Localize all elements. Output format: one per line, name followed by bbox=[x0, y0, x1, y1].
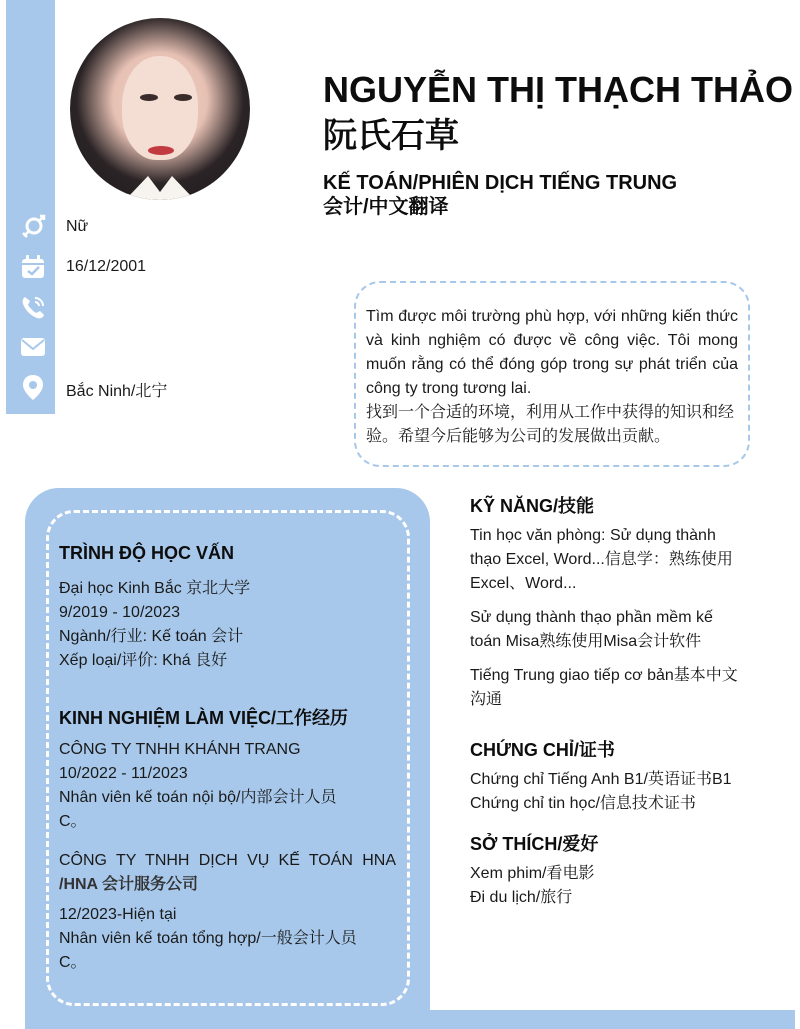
certificate-item: Chứng chỉ Tiếng Anh B1/英语证书B1 bbox=[470, 771, 732, 788]
skill-1-line-3: Excel、Word... bbox=[470, 575, 577, 592]
job-2-period: 12/2023-Hiện tại bbox=[59, 906, 177, 923]
full-name: NGUYỄN THỊ THẠCH THẢO bbox=[323, 69, 793, 110]
gender-value: Nữ bbox=[66, 218, 89, 235]
hobby-item: Đi du lịch/旅行 bbox=[470, 889, 573, 906]
photo-face bbox=[122, 56, 198, 160]
gender-icon bbox=[19, 213, 47, 241]
phone-icon bbox=[19, 293, 47, 321]
job-2-position: Nhân viên kế toán tổng hợp/一般会计人员 bbox=[59, 930, 357, 947]
job-1-period: 10/2022 - 11/2023 bbox=[59, 765, 188, 782]
address-value: Bắc Ninh/北宁 bbox=[66, 383, 168, 400]
photo-eye-left bbox=[140, 94, 158, 101]
full-name-chinese: 阮氏石草 bbox=[323, 117, 459, 155]
photo-collar bbox=[110, 176, 210, 200]
photo-eye-right bbox=[174, 94, 192, 101]
education-grade: Xếp loại/评价: Khá 良好 bbox=[59, 652, 228, 669]
job-1-position: Nhân viên kế toán nội bộ/内部会计人员 bbox=[59, 789, 337, 806]
email-icon bbox=[19, 333, 47, 361]
skill-1-line-1: Tin học văn phòng: Sử dụng thành bbox=[470, 527, 716, 544]
birthday-value: 16/12/2001 bbox=[66, 258, 147, 275]
education-school: Đại học Kinh Bắc 京北大学 bbox=[59, 580, 251, 597]
education-title: TRÌNH ĐỘ HỌC VẤN bbox=[59, 543, 234, 563]
job-title-cn: 会计/中文翻译 bbox=[323, 196, 449, 218]
job-title bbox=[323, 171, 677, 219]
certificates-title: CHỨNG CHỈ/证书 bbox=[470, 740, 615, 760]
skills-title: KỸ NĂNG/技能 bbox=[470, 496, 595, 516]
hobby-item: Xem phim/看电影 bbox=[470, 865, 595, 882]
skill-1-line-2: thạo Excel, Word...信息学：熟练使用 bbox=[470, 551, 733, 568]
skill-3-line-1: Tiếng Trung giao tiếp cơ bản基本中文 bbox=[470, 667, 738, 684]
skill-3-line-2: 沟通 bbox=[470, 691, 503, 708]
profile-photo bbox=[70, 18, 250, 200]
skill-2-line-2: toán Misa熟练使用Misa会计软件 bbox=[470, 633, 702, 650]
job-2-position-cont: C。 bbox=[59, 954, 87, 971]
job-2-company: CÔNG TY TNHH DỊCH VỤ KẾ TOÁN HNA bbox=[59, 852, 396, 869]
certificate-item: Chứng chỉ tin học/信息技术证书 bbox=[470, 795, 696, 812]
calendar-icon bbox=[19, 253, 47, 281]
education-major: Ngành/行业: Kế toán 会计 bbox=[59, 628, 244, 645]
job-1-position-cont: C。 bbox=[59, 813, 87, 830]
location-icon bbox=[19, 373, 47, 401]
career-objective-box bbox=[354, 281, 750, 467]
skill-2-line-1: Sử dụng thành thạo phần mềm kế bbox=[470, 609, 713, 626]
hobbies-title: SỞ THÍCH/爱好 bbox=[470, 834, 599, 854]
objective-cn: 找到一个合适的环境，利用从工作中获得的知识和经验。希望今后能够为公司的发展做出贡献。 bbox=[366, 404, 735, 445]
objective-vi: Tìm được môi trường phù hợp, với những kiến thức và kinh nghiệm có được về công việc. Tôi mong muốn rằng có thể đóng góp trong sự phát triển của công ty trong tương lai. bbox=[366, 308, 738, 397]
job-2-company-cn: /HNA 会计服务公司 bbox=[59, 876, 198, 893]
photo-lips bbox=[148, 146, 174, 155]
experience-title: KINH NGHIỆM LÀM VIỆC/工作经历 bbox=[59, 708, 349, 728]
job-1-company: CÔNG TY TNHH KHÁNH TRANG bbox=[59, 741, 301, 758]
education-period: 9/2019 - 10/2023 bbox=[59, 604, 180, 621]
job-title-vi: KẾ TOÁN/PHIÊN DỊCH TIẾNG TRUNG bbox=[323, 172, 678, 194]
